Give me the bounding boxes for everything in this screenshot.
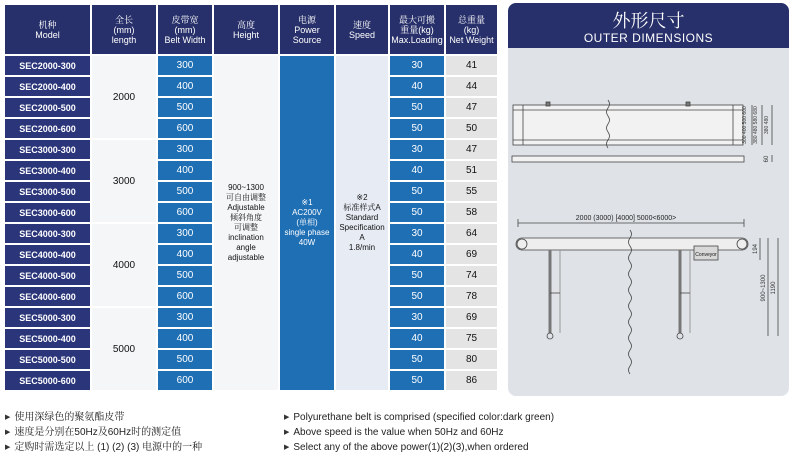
- dimensions-title-zh: 外形尺寸: [612, 11, 685, 31]
- model-cell: SEC3000-300: [5, 140, 90, 159]
- max-loading-cell: 50: [390, 266, 444, 285]
- model-cell: SEC5000-500: [5, 350, 90, 369]
- top-view-frame: [513, 105, 743, 145]
- net-weight-cell: 58: [446, 203, 497, 222]
- net-weight-cell: 69: [446, 308, 497, 327]
- max-loading-cell: 50: [390, 182, 444, 201]
- header-speed: 速度 Speed: [336, 5, 388, 54]
- net-weight-cell: 50: [446, 119, 497, 138]
- notes-chinese: [5, 410, 202, 455]
- length-cell: 2000: [92, 56, 156, 138]
- belt-width-cell: 500: [158, 350, 212, 369]
- side-small-height-label: 194: [753, 243, 759, 255]
- height-cell: 900~1300 可自由调整 Adjustable 倾斜角度 可调整 inclination angle adjustable: [214, 56, 278, 390]
- belt-width-cell: 600: [158, 287, 212, 306]
- outer-dimensions-panel: [508, 3, 789, 396]
- model-cell: SEC5000-400: [5, 329, 90, 348]
- triangle-bullet-icon: ▶: [5, 414, 11, 421]
- triangle-bullet-icon: ▶: [284, 429, 290, 436]
- dimensions-title-en: OUTER DIMENSIONS: [583, 31, 714, 45]
- belt-width-cell: 400: [158, 245, 212, 264]
- max-loading-cell: 30: [390, 224, 444, 243]
- speed-cell: ※2 标准样式A Standard Specification A 1.8/min: [336, 56, 388, 390]
- belt-width-cell: 600: [158, 371, 212, 390]
- max-loading-cell: 50: [390, 371, 444, 390]
- top-overall-width-label: 380 480: [764, 115, 770, 135]
- notes-english: [284, 410, 554, 455]
- header-power: 电源 Power Source: [280, 5, 334, 54]
- note-item: ▶ Select any of the above power(1)(2)(3),when ordered: [284, 442, 529, 453]
- side-length-label: 2000 (3000) [4000] 5000<6000>: [575, 215, 677, 222]
- header-net-weight: 总重量 (kg) Net Weight: [446, 5, 497, 54]
- header-model: 机种 Model: [5, 5, 90, 54]
- belt-width-cell: 500: [158, 182, 212, 201]
- belt-width-cell: 300: [158, 224, 212, 243]
- model-cell: SEC3000-600: [5, 203, 90, 222]
- top-outer-width-label: 380 480 580 680: [753, 106, 759, 144]
- net-weight-cell: 69: [446, 245, 497, 264]
- note-item: ▶ 使用深绿色的聚氨酯皮带: [5, 412, 125, 423]
- table-row: [5, 56, 497, 75]
- model-cell: SEC2000-500: [5, 98, 90, 117]
- model-cell: SEC3000-400: [5, 161, 90, 180]
- note-item: ▶ 速度是分别在50Hz及60Hz时的测定值: [5, 427, 182, 438]
- model-cell: SEC4000-500: [5, 266, 90, 285]
- header-belt-width: 皮带宽 (mm) Belt Width: [158, 5, 212, 54]
- triangle-bullet-icon: ▶: [284, 444, 290, 451]
- model-cell: SEC2000-600: [5, 119, 90, 138]
- max-loading-cell: 40: [390, 77, 444, 96]
- belt-width-cell: 600: [158, 119, 212, 138]
- header-row: [5, 5, 497, 54]
- triangle-bullet-icon: ▶: [5, 444, 11, 451]
- max-loading-cell: 50: [390, 287, 444, 306]
- note-item: ▶ Above speed is the value when 50Hz and 60Hz: [284, 427, 504, 438]
- net-weight-cell: 47: [446, 140, 497, 159]
- length-cell: 3000: [92, 140, 156, 222]
- belt-width-cell: 600: [158, 203, 212, 222]
- model-cell: SEC3000-500: [5, 182, 90, 201]
- max-loading-cell: 40: [390, 329, 444, 348]
- top-height-label: 60: [764, 155, 770, 163]
- net-weight-cell: 47: [446, 98, 497, 117]
- side-total-height-label: 1190: [771, 281, 777, 295]
- belt-width-cell: 400: [158, 161, 212, 180]
- max-loading-cell: 40: [390, 245, 444, 264]
- spec-table: [3, 3, 499, 392]
- model-cell: SEC2000-400: [5, 77, 90, 96]
- length-cell: 4000: [92, 224, 156, 306]
- belt-width-cell: 500: [158, 98, 212, 117]
- caster-wheel: [547, 333, 553, 339]
- net-weight-cell: 86: [446, 371, 497, 390]
- model-cell: SEC4000-600: [5, 287, 90, 306]
- power-cell: ※1 AC200V (单相) single phase 40W: [280, 56, 334, 390]
- header-max-loading: 最大可搬 重量(kg) Max.Loading: [390, 5, 444, 54]
- conveyor-dimension-drawing: [508, 48, 789, 396]
- header-height: 高度 Height: [214, 5, 278, 54]
- belt-width-cell: 400: [158, 77, 212, 96]
- side-rail: [512, 156, 744, 162]
- max-loading-cell: 30: [390, 308, 444, 327]
- break-mark: [629, 230, 632, 374]
- max-loading-cell: 30: [390, 140, 444, 159]
- triangle-bullet-icon: ▶: [284, 414, 290, 421]
- belt-width-cell: 300: [158, 140, 212, 159]
- note-item: ▶ 定购时需选定以上 (1) (2) (3) 电源中的一种: [5, 442, 203, 453]
- note-item: ▶ Polyurethane belt is comprised (specified color:dark green): [284, 412, 555, 423]
- net-weight-cell: 78: [446, 287, 497, 306]
- bracket-mark: [686, 102, 690, 106]
- top-view-drawing: [512, 100, 772, 162]
- net-weight-cell: 74: [446, 266, 497, 285]
- header-length: 全长 (mm) length: [92, 5, 156, 54]
- max-loading-cell: 30: [390, 56, 444, 75]
- length-cell: 5000: [92, 308, 156, 390]
- dimensions-title-bar: [508, 3, 789, 48]
- net-weight-cell: 55: [446, 182, 497, 201]
- net-weight-cell: 75: [446, 329, 497, 348]
- side-view-drawing: [516, 219, 778, 374]
- max-loading-cell: 50: [390, 98, 444, 117]
- belt-width-cell: 500: [158, 266, 212, 285]
- model-cell: SEC5000-600: [5, 371, 90, 390]
- belt-width-cell: 400: [158, 329, 212, 348]
- model-cell: SEC5000-300: [5, 308, 90, 327]
- triangle-bullet-icon: ▶: [5, 429, 11, 436]
- max-loading-cell: 50: [390, 119, 444, 138]
- caster-wheel: [677, 333, 683, 339]
- belt-width-cell: 300: [158, 56, 212, 75]
- max-loading-cell: 50: [390, 203, 444, 222]
- max-loading-cell: 40: [390, 161, 444, 180]
- net-weight-cell: 41: [446, 56, 497, 75]
- model-cell: SEC2000-300: [5, 56, 90, 75]
- model-cell: SEC4000-300: [5, 224, 90, 243]
- motor-label: Conveyor: [695, 252, 717, 258]
- belt-width-cell: 300: [158, 308, 212, 327]
- side-height-range-label: 900~1300: [761, 274, 767, 302]
- net-weight-cell: 44: [446, 77, 497, 96]
- bracket-mark: [546, 102, 550, 106]
- top-inner-width-label: 300 400 500 600: [742, 106, 748, 144]
- net-weight-cell: 80: [446, 350, 497, 369]
- net-weight-cell: 64: [446, 224, 497, 243]
- max-loading-cell: 50: [390, 350, 444, 369]
- model-cell: SEC4000-400: [5, 245, 90, 264]
- net-weight-cell: 51: [446, 161, 497, 180]
